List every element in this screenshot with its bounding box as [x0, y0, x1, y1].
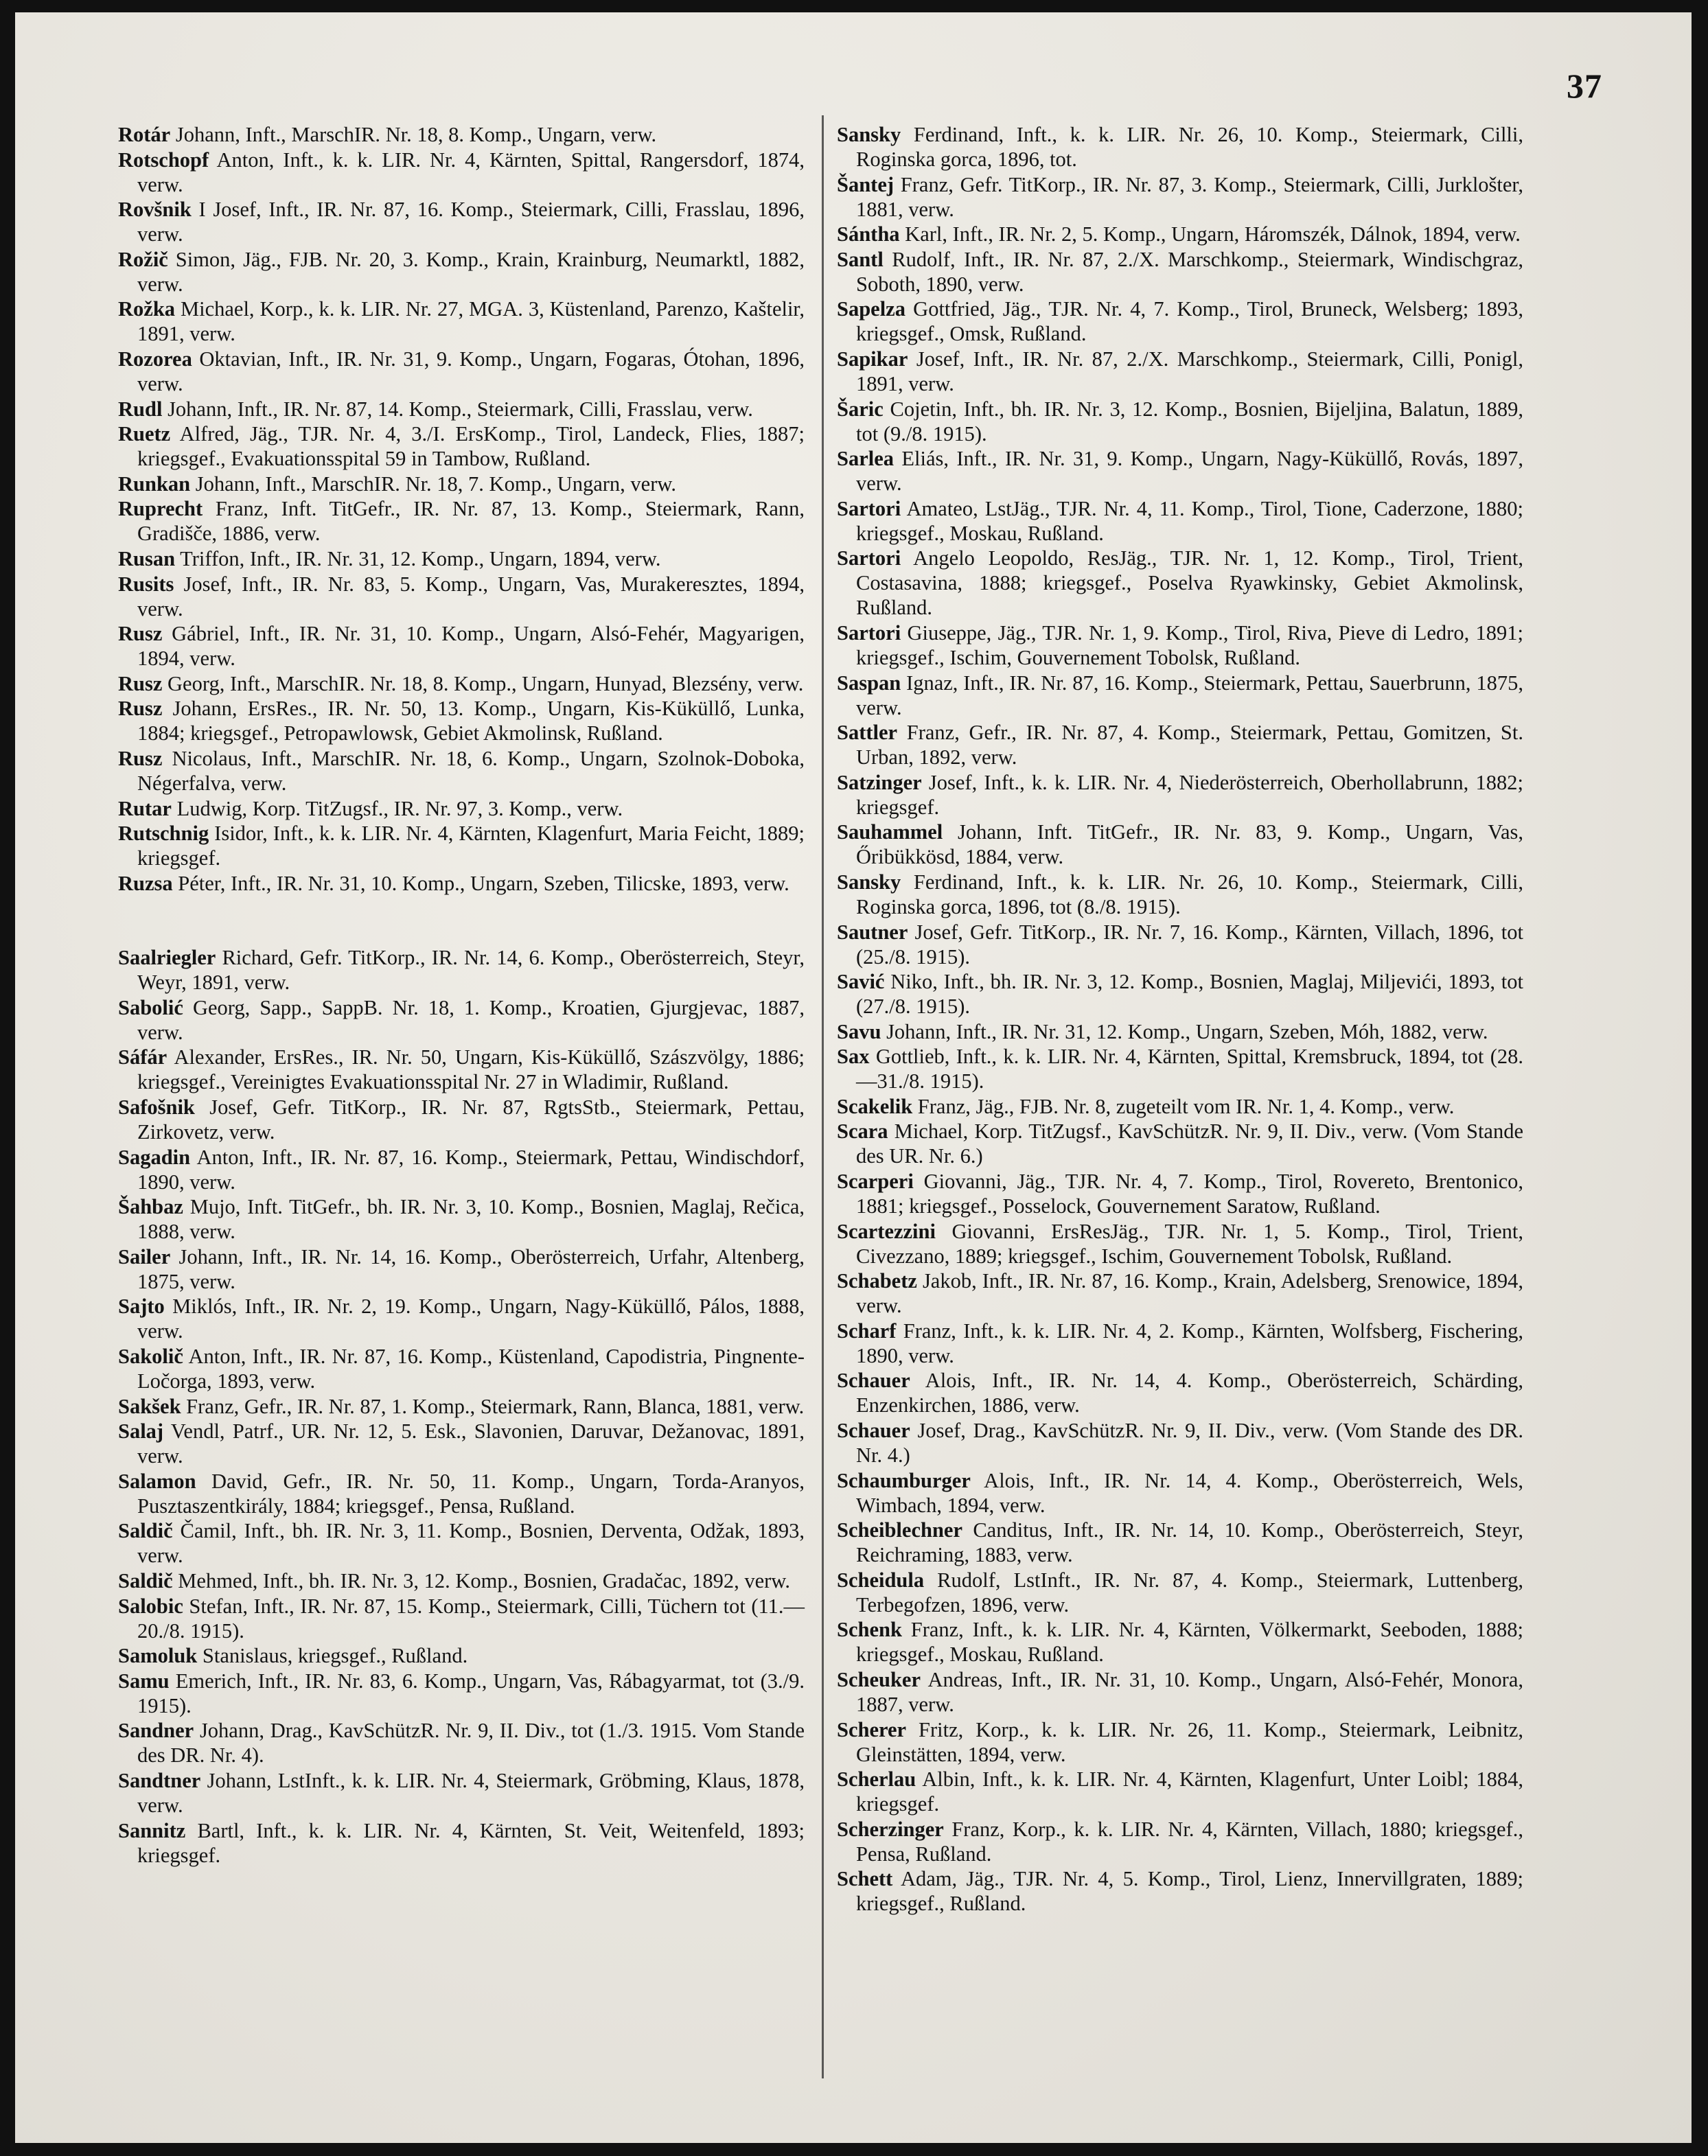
register-entry: [837, 1119, 1523, 1168]
register-entry: [118, 347, 805, 396]
entry-surname: Runkan: [118, 472, 191, 496]
entry-details: Oktavian, Inft., IR. Nr. 31, 9. Komp., Ungarn, Fogaras, Ótohan, 1896, verw.: [137, 347, 805, 395]
entry-details: Canditus, Inft., IR. Nr. 14, 10. Komp., Oberösterreich, Steyr, Reichraming, 1883, verw.: [856, 1518, 1523, 1567]
entry-details: Jakob, Inft., IR. Nr. 87, 16. Komp., Krain, Adelsberg, Srenowice, 1894, verw.: [856, 1269, 1523, 1318]
register-entry: [837, 222, 1523, 246]
entry-surname: Saldič: [118, 1569, 173, 1592]
entry-surname: Rutschnig: [118, 822, 209, 846]
entry-details: Emerich, Inft., IR. Nr. 83, 6. Komp., Ungarn, Vas, Rábagyarmat, tot (3./9. 1915).: [137, 1669, 805, 1717]
register-entry: [118, 472, 805, 496]
register-entry: [837, 1319, 1523, 1368]
register-entry: [118, 1768, 805, 1818]
register-entry: [118, 122, 805, 147]
register-entry: [837, 870, 1523, 919]
register-entry: [837, 247, 1523, 297]
entry-details: Rudolf, LstInft., IR. Nr. 87, 4. Komp., Steiermark, Luttenberg, Terbegofzen, 1896, verw.: [856, 1568, 1523, 1616]
register-entry: [837, 1019, 1523, 1044]
entry-details: Gottfried, Jäg., TJR. Nr. 4, 7. Komp., Tirol, Bruneck, Welsberg; 1893, kriegsgef., Omsk, Rußland.: [856, 297, 1523, 346]
register-entry: [837, 969, 1523, 1019]
entry-surname: Sabolić: [118, 995, 183, 1019]
entry-surname: Scheidula: [837, 1568, 925, 1592]
entry-surname: Rusz: [118, 697, 163, 721]
entry-surname: Rovšnik: [118, 198, 192, 222]
entry-surname: Satzinger: [837, 770, 922, 794]
entry-surname: Sannitz: [118, 1818, 186, 1842]
register-entry: [837, 1418, 1523, 1468]
entry-surname: Scherzinger: [837, 1817, 944, 1841]
entry-surname: Saldič: [118, 1519, 173, 1543]
register-entry: [118, 1643, 805, 1668]
entry-surname: Rutar: [118, 796, 172, 820]
register-entry: [837, 1219, 1523, 1268]
entry-details: Bartl, Inft., k. k. LIR. Nr. 4, Kärnten, St. Veit, Weitenfeld, 1893; kriegsgef.: [137, 1818, 805, 1867]
entry-details: Alois, Inft., IR. Nr. 14, 4. Komp., Oberösterreich, Wels, Wimbach, 1894, verw.: [856, 1468, 1523, 1517]
entry-surname: Sáfár: [118, 1045, 168, 1069]
entry-surname: Sapikar: [837, 347, 908, 371]
entry-surname: Schett: [837, 1867, 893, 1891]
entry-details: Triffon, Inft., IR. Nr. 31, 12. Komp., Ungarn, 1894, verw.: [175, 546, 661, 570]
register-entry: [118, 621, 805, 671]
entry-details: Alexander, ErsRes., IR. Nr. 50, Ungarn, Kis-Küküllő, Szászvölgy, 1886; kriegsgef., Vereinigtes Evakuationsspital Nr. 27 in Wladimir, Rußland.: [137, 1045, 805, 1094]
register-entry: [118, 945, 805, 995]
register-entry: [118, 1718, 805, 1767]
entry-surname: Sakolič: [118, 1345, 183, 1369]
register-entry: [118, 1045, 805, 1094]
entry-surname: Scartezzini: [837, 1219, 936, 1243]
entry-details: Giovanni, Jäg., TJR. Nr. 4, 7. Komp., Tirol, Rovereto, Brentonico, 1881; kriegsgef., Posselock, Gouvernement Saratow, Rußland.: [856, 1170, 1523, 1218]
register-entry: [837, 1094, 1523, 1119]
entry-details: Ferdinand, Inft., k. k. LIR. Nr. 26, 10. Komp., Steiermark, Cilli, Roginska gorca, 1896, tot.: [856, 123, 1523, 171]
entry-details: Giovanni, ErsResJäg., TJR. Nr. 1, 5. Komp., Tirol, Trient, Civezzano, 1889; kriegsgef., Ischim, Gouvernement Tobolsk, Rußland.: [856, 1219, 1523, 1268]
entry-surname: Sapelza: [837, 297, 905, 321]
entry-details: Niko, Inft., bh. IR. Nr. 3, 12. Komp., Bosnien, Maglaj, Miljevići, 1893, tot (27./8. 1915).: [856, 970, 1523, 1019]
register-entry: [837, 1518, 1523, 1567]
register-entry: [837, 446, 1523, 496]
entry-details: Franz, Inft., k. k. LIR. Nr. 4, Kärnten, Völkermarkt, Seeboden, 1888; kriegsgef., Moskau, Rußland.: [856, 1618, 1523, 1667]
entry-surname: Sajto: [118, 1295, 165, 1319]
entry-details: Gottlieb, Inft., k. k. LIR. Nr. 4, Kärnten, Spittal, Kremsbruck, 1894, tot (28.—31./8. 1915).: [856, 1045, 1523, 1093]
register-entry: [118, 297, 805, 346]
entry-details: Georg, Sapp., SappB. Nr. 18, 1. Komp., Kroatien, Gjurgjevac, 1887, verw.: [137, 995, 805, 1044]
entry-details: Anton, Inft., IR. Nr. 87, 16. Komp., Steiermark, Pettau, Windischdorf, 1890, verw.: [137, 1145, 805, 1194]
column-divider: [822, 115, 824, 2078]
entry-surname: Sarlea: [837, 447, 895, 471]
register-entry: [118, 1394, 805, 1419]
entry-surname: Sandner: [118, 1719, 194, 1743]
entry-surname: Sailer: [118, 1244, 171, 1268]
entry-details: Simon, Jäg., FJB. Nr. 20, 3. Komp., Krain, Krainburg, Neumarktl, 1882, verw.: [137, 247, 805, 296]
entry-details: Johann, Drag., KavSchützR. Nr. 9, II. Div., tot (1./3. 1915. Vom Stande des DR. Nr. 4).: [137, 1719, 805, 1767]
register-entry: [118, 995, 805, 1045]
entry-surname: Sattler: [837, 721, 898, 745]
entry-details: Josef, Drag., KavSchützR. Nr. 9, II. Div., verw. (Vom Stande des DR. Nr. 4.): [856, 1419, 1523, 1468]
entry-details: Josef, Inft., IR. Nr. 87, 2./X. Marschkomp., Steiermark, Cilli, Ponigl, 1891, verw.: [856, 347, 1523, 395]
register-entry: [118, 671, 805, 696]
entry-surname: Schauer: [837, 1419, 910, 1443]
register-entry: [118, 247, 805, 297]
entry-surname: Sax: [837, 1045, 870, 1069]
entry-details: Alois, Inft., IR. Nr. 14, 4. Komp., Oberösterreich, Schärding, Enzenkirchen, 1886, verw.: [856, 1369, 1523, 1417]
entry-surname: Rusan: [118, 546, 176, 570]
register-entry: [118, 197, 805, 246]
entry-surname: Sansky: [837, 123, 901, 146]
entry-details: Ludwig, Korp. TitZugsf., IR. Nr. 97, 3. Komp., verw.: [171, 796, 623, 820]
register-entry: [837, 1717, 1523, 1767]
register-entry: [837, 621, 1523, 670]
entry-details: Albin, Inft., k. k. LIR. Nr. 4, Kärnten, Klagenfurt, Unter Loibl; 1884, kriegsgef.: [856, 1767, 1523, 1816]
entry-details: Johann, Inft., MarschIR. Nr. 18, 8. Komp., Ungarn, verw.: [170, 123, 657, 146]
entry-details: Franz, Gefr. TitKorp., IR. Nr. 87, 3. Komp., Steiermark, Cilli, Jurklošter, 1881, verw.: [856, 172, 1523, 221]
entry-surname: Schauer: [837, 1369, 910, 1393]
entry-surname: Sandtner: [118, 1768, 201, 1792]
entry-details: Rudolf, Inft., IR. Nr. 87, 2./X. Marschkomp., Steiermark, Windischgraz, Soboth, 1890, verw.: [856, 247, 1523, 296]
entry-details: Michael, Korp. TitZugsf., KavSchützR. Nr. 9, II. Div., verw. (Vom Stande des UR. Nr. 6.): [856, 1120, 1523, 1168]
register-entry: [837, 546, 1523, 620]
register-entry: [837, 297, 1523, 346]
register-entry: [118, 1145, 805, 1194]
entry-surname: Rotschopf: [118, 148, 209, 172]
entry-surname: Scheuker: [837, 1668, 921, 1691]
entry-surname: Safošnik: [118, 1096, 195, 1120]
left-column: [118, 122, 805, 1868]
entry-details: David, Gefr., IR. Nr. 50, 11. Komp., Ungarn, Torda-Aranyos, Pusztaszentkirály, 1884; kriegsgef., Pensa, Rußland.: [137, 1469, 805, 1518]
entry-details: Ferdinand, Inft., k. k. LIR. Nr. 26, 10. Komp., Steiermark, Cilli, Roginska gorca, 1896, tot (8./8. 1915).: [856, 870, 1523, 918]
entry-surname: Scheiblechner: [837, 1518, 962, 1542]
register-entry: [118, 1469, 805, 1518]
entry-surname: Salaj: [118, 1419, 164, 1444]
register-entry: [837, 397, 1523, 446]
register-entry: [837, 496, 1523, 546]
entry-details: Franz, Inft. TitGefr., IR. Nr. 87, 13. Komp., Steiermark, Rann, Gradišče, 1886, verw.: [137, 497, 805, 546]
entry-details: Čamil, Inft., bh. IR. Nr. 3, 11. Komp., Bosnien, Derventa, Odžak, 1893, verw.: [137, 1519, 805, 1568]
entry-details: Josef, Gefr. TitKorp., IR. Nr. 87, RgtsStb., Steiermark, Pettau, Zirkovetz, verw.: [137, 1096, 805, 1144]
register-entry: [118, 572, 805, 621]
register-entry: [837, 1169, 1523, 1218]
register-entry: [837, 172, 1523, 222]
entry-surname: Savu: [837, 1019, 881, 1043]
entry-details: Richard, Gefr. TitKorp., IR. Nr. 14, 6. Komp., Oberösterreich, Steyr, Weyr, 1891, verw.: [137, 946, 805, 995]
entry-surname: Šantej: [837, 172, 895, 196]
entry-surname: Salamon: [118, 1469, 196, 1493]
entry-surname: Scakelik: [837, 1094, 913, 1118]
entry-surname: Sántha: [837, 222, 900, 246]
entry-surname: Sartori: [837, 621, 901, 645]
entry-surname: Rozorea: [118, 347, 192, 371]
register-entry: [837, 920, 1523, 969]
register-entry: [118, 421, 805, 471]
entry-surname: Rožka: [118, 297, 176, 321]
entry-surname: Rožič: [118, 247, 168, 271]
register-entry: [837, 1568, 1523, 1617]
entry-details: Johann, Inft., MarschIR. Nr. 18, 7. Komp., Ungarn, verw.: [190, 472, 677, 496]
entry-details: Giuseppe, Jäg., TJR. Nr. 1, 9. Komp., Tirol, Riva, Pieve di Ledro, 1891; kriegsgef., Ischim, Gouvernement Tobolsk, Rußland.: [856, 621, 1523, 669]
register-entry: [837, 1268, 1523, 1318]
entry-surname: Scherlau: [837, 1767, 916, 1792]
register-entry: [118, 1594, 805, 1643]
register-entry: [118, 1419, 805, 1468]
entry-details: Georg, Inft., MarschIR. Nr. 18, 8. Komp., Ungarn, Hunyad, Blezsény, verw.: [162, 671, 804, 695]
entry-details: Stanislaus, kriegsgef., Rußland.: [197, 1644, 468, 1668]
register-entry: [118, 1095, 805, 1144]
entry-details: Johann, Inft., IR. Nr. 87, 14. Komp., Steiermark, Cilli, Frasslau, verw.: [162, 397, 753, 421]
entry-details: Ignaz, Inft., IR. Nr. 87, 16. Komp., Steiermark, Pettau, Sauerbrunn, 1875, verw.: [856, 671, 1523, 719]
entry-details: Amateo, LstJäg., TJR. Nr. 4, 11. Komp., Tirol, Tione, Caderzone, 1880; kriegsgef., Moskau, Rußland.: [856, 496, 1523, 545]
entry-details: Vendl, Patrf., UR. Nr. 12, 5. Esk., Slavonien, Daruvar, Dežanovac, 1891, verw.: [137, 1419, 805, 1468]
entry-surname: Schenk: [837, 1618, 902, 1642]
entry-details: Stefan, Inft., IR. Nr. 87, 15. Komp., Steiermark, Cilli, Tüchern tot (11.—20./8. 1915).: [137, 1594, 805, 1643]
register-entry: [118, 397, 805, 421]
entry-surname: Schaumburger: [837, 1468, 971, 1492]
entry-surname: Santl: [837, 247, 884, 271]
register-entry: [837, 1667, 1523, 1717]
document-page: [15, 12, 1692, 2143]
register-entry: [118, 546, 805, 571]
entry-surname: Šaric: [837, 397, 884, 421]
entry-surname: Saalriegler: [118, 946, 216, 970]
register-entry: [118, 696, 805, 745]
entry-details: Nicolaus, Inft., MarschIR. Nr. 18, 6. Komp., Ungarn, Szolnok-Doboka, Négerfalva, verw.: [137, 746, 805, 795]
section-gap: [118, 896, 805, 945]
entry-details: Franz, Korp., k. k. LIR. Nr. 4, Kärnten, Villach, 1880; kriegsgef., Pensa, Rußland.: [856, 1817, 1523, 1866]
entry-surname: Scarperi: [837, 1170, 914, 1194]
entry-details: Johann, LstInft., k. k. LIR. Nr. 4, Steiermark, Gröbming, Klaus, 1878, verw.: [137, 1768, 805, 1817]
register-entry: [118, 796, 805, 821]
register-entry: [118, 1669, 805, 1718]
register-entry: [837, 1368, 1523, 1417]
entry-details: Anton, Inft., k. k. LIR. Nr. 4, Kärnten, Spittal, Rangersdorf, 1874, verw.: [137, 148, 805, 196]
entry-surname: Ruprecht: [118, 497, 203, 521]
entry-surname: Šahbaz: [118, 1195, 183, 1219]
entry-surname: Salobic: [118, 1594, 183, 1618]
entry-details: Johann, ErsRes., IR. Nr. 50, 13. Komp., Ungarn, Kis-Küküllő, Lunka, 1884; kriegsgef., Petropawlowsk, Gebiet Akmolinsk, Rußland.: [137, 697, 805, 745]
entry-details: Gábriel, Inft., IR. Nr. 31, 10. Komp., Ungarn, Alsó-Fehér, Magyarigen, 1894, verw.: [137, 622, 805, 671]
entry-surname: Scharf: [837, 1319, 897, 1343]
entry-details: Karl, Inft., IR. Nr. 2, 5. Komp., Ungarn, Háromszék, Dálnok, 1894, verw.: [899, 222, 1521, 246]
register-entry: [118, 148, 805, 197]
right-column: [837, 122, 1523, 1916]
register-entry: [837, 1468, 1523, 1518]
entry-surname: Sansky: [837, 870, 901, 894]
entry-details: Alfred, Jäg., TJR. Nr. 4, 3./I. ErsKomp., Tirol, Landeck, Flies, 1887; kriegsgef., Evakuationsspital 59 in Tambow, Rußland.: [137, 422, 805, 471]
entry-details: Michael, Korp., k. k. LIR. Nr. 27, MGA. 3, Küstenland, Parenzo, Kaštelir, 1891, verw.: [137, 297, 805, 346]
register-entry: [118, 1818, 805, 1868]
entry-surname: Saspan: [837, 671, 901, 695]
register-entry: [837, 671, 1523, 720]
entry-details: Fritz, Korp., k. k. LIR. Nr. 26, 11. Komp., Steiermark, Leibnitz, Gleinstätten, 1894, verw.: [856, 1717, 1523, 1766]
register-entry: [118, 1194, 805, 1244]
entry-surname: Ruetz: [118, 422, 171, 446]
entry-surname: Scara: [837, 1120, 888, 1144]
register-entry: [837, 1866, 1523, 1916]
register-entry: [837, 1617, 1523, 1667]
entry-details: Franz, Gefr., IR. Nr. 87, 1. Komp., Steiermark, Rann, Blanca, 1881, verw.: [181, 1394, 805, 1418]
entry-surname: Samu: [118, 1669, 170, 1693]
register-entry: [837, 1817, 1523, 1866]
entry-details: Johann, Inft. TitGefr., IR. Nr. 83, 9. Komp., Ungarn, Vas, Őribükkösd, 1884, verw.: [856, 820, 1523, 869]
entry-surname: Sautner: [837, 920, 908, 944]
register-entry: [118, 871, 805, 896]
entry-details: Franz, Gefr., IR. Nr. 87, 4. Komp., Steiermark, Pettau, Gomitzen, St. Urban, 1892, verw.: [856, 721, 1523, 769]
entry-surname: Sakšek: [118, 1394, 181, 1418]
entry-details: Franz, Jäg., FJB. Nr. 8, zugeteilt vom IR. Nr. 1, 4. Komp., verw.: [912, 1094, 1455, 1118]
entry-surname: Rotár: [118, 123, 171, 146]
register-entry: [837, 1044, 1523, 1093]
entry-surname: Schabetz: [837, 1269, 917, 1293]
entry-details: Cojetin, Inft., bh. IR. Nr. 3, 12. Komp., Bosnien, Bijeljina, Balatun, 1889, tot (9./8. 1915).: [856, 397, 1523, 445]
register-entry: [118, 746, 805, 796]
entry-details: Eliás, Inft., IR. Nr. 31, 9. Komp., Ungarn, Nagy-Küküllő, Rovás, 1897, verw.: [856, 447, 1523, 496]
entry-details: Miklós, Inft., IR. Nr. 2, 19. Komp., Ungarn, Nagy-Küküllő, Pálos, 1888, verw.: [137, 1295, 805, 1343]
register-entry: [118, 1518, 805, 1568]
register-entry: [118, 821, 805, 870]
entry-surname: Sauhammel: [837, 820, 943, 844]
entry-surname: Rusz: [118, 622, 163, 646]
entry-details: Mujo, Inft. TitGefr., bh. IR. Nr. 3, 10. Komp., Bosnien, Maglaj, Rečica, 1888, verw.: [137, 1195, 805, 1244]
entry-surname: Ruzsa: [118, 871, 173, 895]
register-entry: [118, 1344, 805, 1393]
register-entry: [837, 122, 1523, 172]
page-number: 37: [1567, 67, 1602, 105]
entry-details: Josef, Gefr. TitKorp., IR. Nr. 7, 16. Komp., Kärnten, Villach, 1896, tot (25./8. 1915).: [856, 920, 1523, 969]
register-entry: [118, 1294, 805, 1343]
register-entry: [837, 347, 1523, 396]
entry-details: Josef, Inft., k. k. LIR. Nr. 4, Niederösterreich, Oberhollabrunn, 1882; kriegsgef.: [856, 770, 1523, 819]
register-entry: [837, 820, 1523, 869]
register-entry: [118, 1244, 805, 1294]
register-entry: [118, 496, 805, 546]
entry-details: Josef, Inft., IR. Nr. 83, 5. Komp., Ungarn, Vas, Murakeresztes, 1894, verw.: [137, 572, 805, 621]
entry-details: Mehmed, Inft., bh. IR. Nr. 3, 12. Komp., Bosnien, Gradačac, 1892, verw.: [172, 1569, 790, 1592]
entry-details: Angelo Leopoldo, ResJäg., TJR. Nr. 1, 12. Komp., Tirol, Trient, Costasavina, 1888; kriegsgef., Poselva Ryawkinsky, Gebiet Akmolinsk, Rußland.: [856, 546, 1523, 620]
entry-details: Péter, Inft., IR. Nr. 31, 10. Komp., Ungarn, Szeben, Tilicske, 1893, verw.: [172, 871, 789, 895]
entry-details: Johann, Inft., IR. Nr. 14, 16. Komp., Oberösterreich, Urfahr, Altenberg, 1875, verw.: [137, 1244, 805, 1293]
entry-surname: Scherer: [837, 1717, 907, 1741]
entry-details: Anton, Inft., IR. Nr. 87, 16. Komp., Küstenland, Capodistria, Pingnente-Ločorga, 1893, verw.: [137, 1345, 805, 1393]
entry-surname: Savić: [837, 970, 885, 994]
register-entry: [837, 770, 1523, 820]
entry-surname: Samoluk: [118, 1644, 198, 1668]
entry-surname: Sagadin: [118, 1145, 191, 1169]
entry-surname: Rusz: [118, 671, 163, 695]
entry-surname: Sartori: [837, 546, 901, 570]
entry-surname: Sartori: [837, 496, 901, 520]
entry-details: Johann, Inft., IR. Nr. 31, 12. Komp., Ungarn, Szeben, Móh, 1882, verw.: [881, 1019, 1488, 1043]
entry-details: Isidor, Inft., k. k. LIR. Nr. 4, Kärnten, Klagenfurt, Maria Feicht, 1889; kriegsgef.: [137, 822, 805, 870]
entry-details: Andreas, Inft., IR. Nr. 31, 10. Komp., Ungarn, Alsó-Fehér, Monora, 1887, verw.: [856, 1668, 1523, 1716]
register-entry: [837, 720, 1523, 769]
register-entry: [118, 1568, 805, 1593]
register-entry: [837, 1767, 1523, 1816]
entry-details: Franz, Inft., k. k. LIR. Nr. 4, 2. Komp., Kärnten, Wolfsberg, Fischering, 1890, verw.: [856, 1319, 1523, 1367]
entry-surname: Rudl: [118, 397, 163, 421]
entry-details: I Josef, Inft., IR. Nr. 87, 16. Komp., Steiermark, Cilli, Frasslau, 1896, verw.: [137, 198, 805, 246]
entry-surname: Rusz: [118, 746, 163, 770]
entry-surname: Rusits: [118, 572, 174, 596]
entry-details: Adam, Jäg., TJR. Nr. 4, 5. Komp., Tirol, Lienz, Innervillgraten, 1889; kriegsgef., Rußland.: [856, 1867, 1523, 1916]
